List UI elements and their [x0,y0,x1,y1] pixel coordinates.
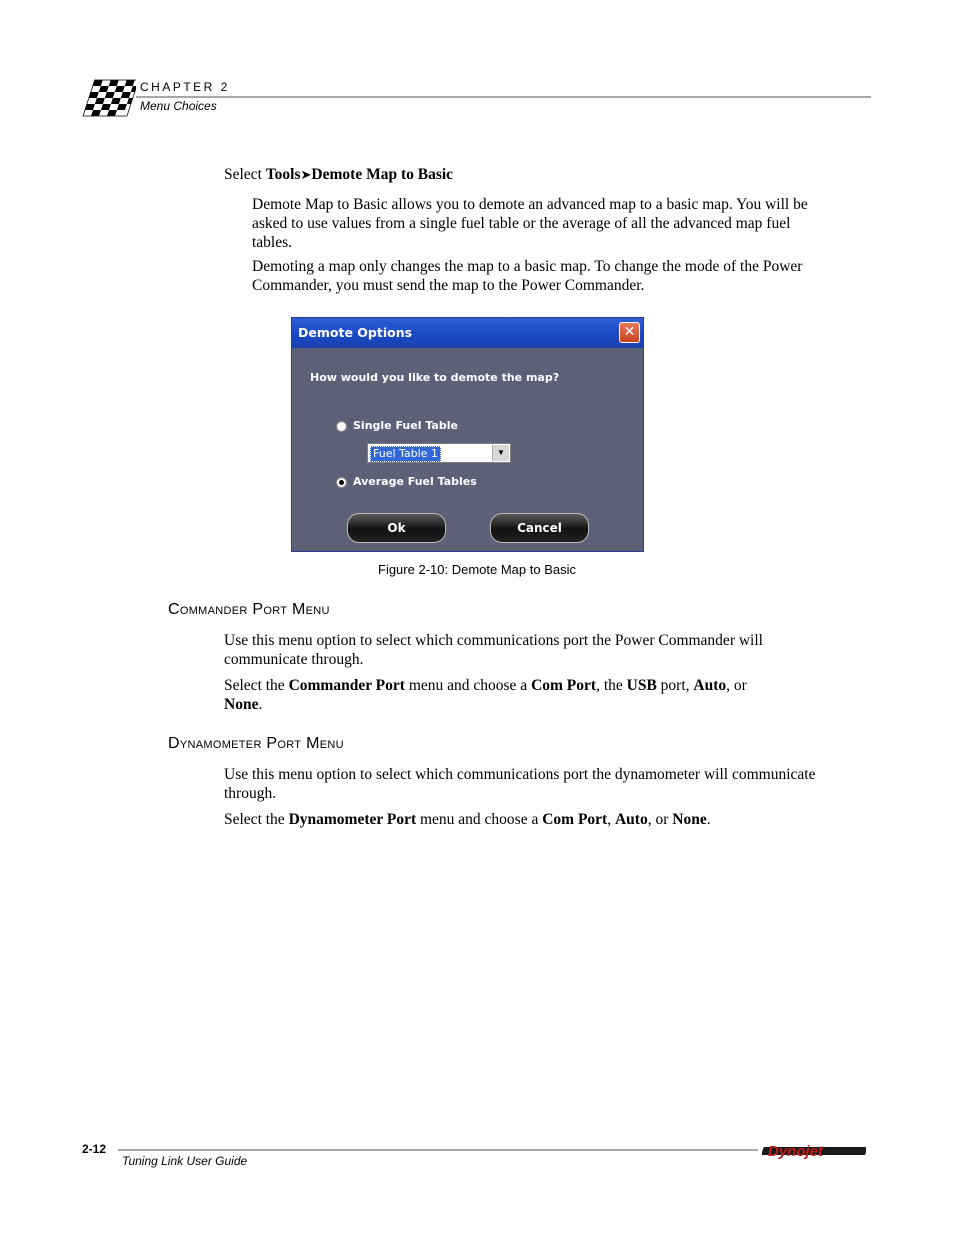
section-label: Menu Choices [140,99,217,113]
dynamometer-port-term: Dynamometer Port [288,811,417,828]
guide-title: Tuning Link User Guide [122,1154,248,1168]
checkered-flag-icon [80,76,136,120]
text-run: Select the [224,677,285,694]
text-run: , the [596,677,623,694]
com-port-term: Com Port [542,811,608,828]
footer-rule [118,1149,758,1151]
commander-port-heading: Commander Port Menu [168,601,330,618]
usb-term: USB [626,677,657,694]
close-icon: ✕ [623,324,636,340]
auto-term: Auto [614,811,648,828]
text-run: , or [726,677,747,694]
commander-port-term: Commander Port [288,677,405,694]
header-rule [136,96,871,98]
dynojet-logo [762,1141,866,1161]
dialog-title: Demote Options [298,325,413,340]
dialog-titlebar[interactable] [292,318,643,348]
logo-text: Dynojet [768,1143,824,1160]
chevron-down-icon[interactable]: ▼ [492,445,509,461]
commander-paragraph-1: Use this menu option to select which communications port the Power Commander will communicate through. [224,632,763,668]
intro-paragraph-1: Demote Map to Basic allows you to demote an advanced map to a basic map. You will be asked to use values from a single fuel table or the average of all the advanced map fuel tables. [252,196,808,251]
none-term: None [224,696,259,713]
text-run: menu and choose a [408,677,528,694]
menu-path [224,165,453,184]
text-run: Select the [224,811,285,828]
dialog-question: How would you like to demote the map? [310,371,560,384]
text-run: , [607,811,612,828]
average-fuel-tables-label[interactable]: Average Fuel Tables [353,475,477,488]
figure-caption: Figure 2-10: Demote Map to Basic [378,562,576,577]
average-fuel-tables-radio[interactable] [336,477,347,488]
text-run: port, [660,677,690,694]
single-fuel-table-radio[interactable] [336,421,347,432]
ok-button[interactable]: Ok [347,513,446,543]
cancel-button[interactable]: Cancel [490,513,589,543]
chapter-label: CHAPTER 2 [140,80,230,94]
dynamometer-port-heading: Dynamometer Port Menu [168,735,344,752]
intro-paragraph-2: Demoting a map only changes the map to a basic map. To change the mode of the Power Commander, you must send the map to the Power Commander. [252,258,803,294]
dynamometer-paragraph-2 [224,810,824,829]
com-port-term: Com Port [531,677,597,694]
arrow-icon: ➤ [300,167,312,182]
text-run: , or [647,811,669,828]
select-word: Select [224,166,262,183]
dynamometer-paragraph-1: Use this menu option to select which communications port the dynamometer will communicate through. [224,766,816,802]
commander-paragraph-2 [224,676,824,714]
text-run: . [706,811,711,828]
demote-options-dialog [291,317,644,552]
tools-menu: Tools [265,166,301,183]
single-fuel-table-label[interactable]: Single Fuel Table [353,419,458,432]
text-run: . [258,696,263,713]
fuel-table-select[interactable] [367,443,511,463]
page-number: 2-12 [82,1142,107,1156]
auto-term: Auto [693,677,727,694]
fuel-table-select-value: Fuel Table 1 [370,446,441,462]
close-button[interactable] [619,322,640,343]
none-term: None [672,811,707,828]
demote-command: Demote Map to Basic [311,166,454,183]
text-run: menu and choose a [419,811,539,828]
